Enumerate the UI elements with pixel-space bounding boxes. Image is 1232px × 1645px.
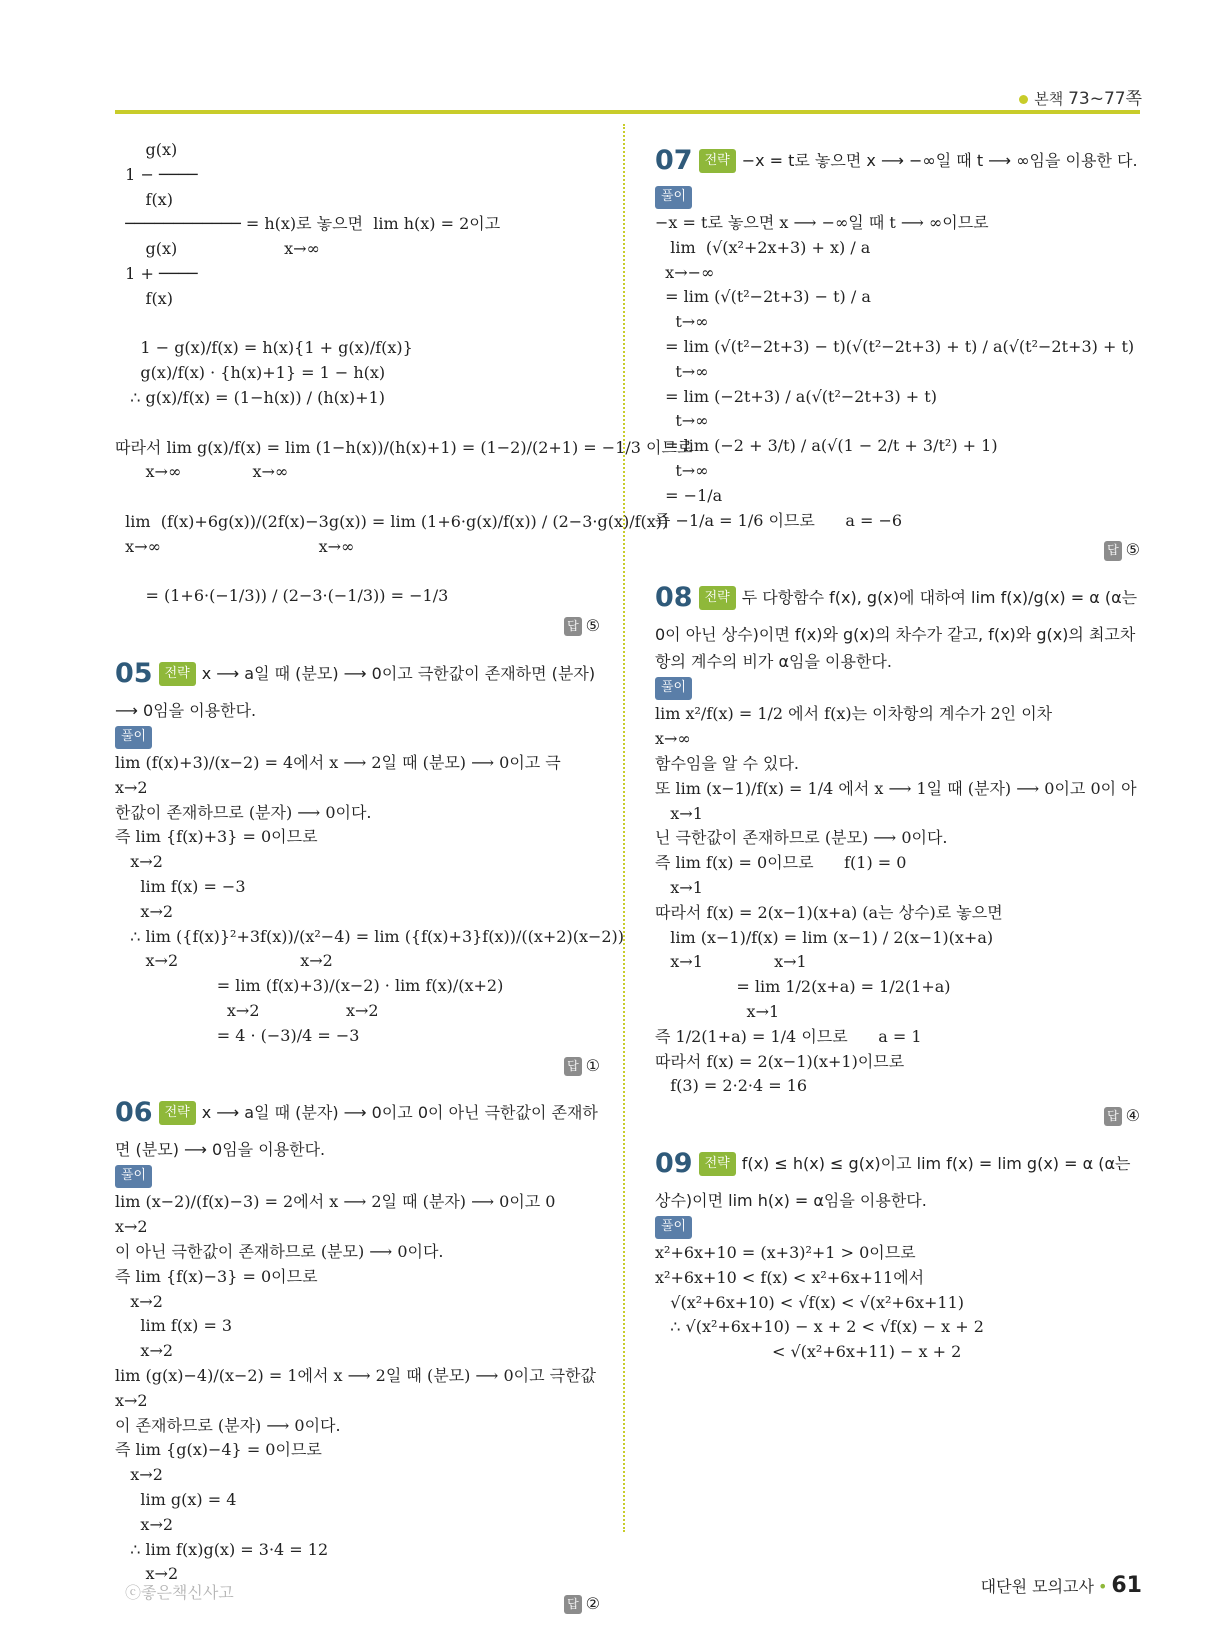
right-column <box>655 138 1140 1365</box>
answer-label: 답 <box>564 617 582 636</box>
strategy-text: x ⟶ a일 때 (분자) ⟶ 0이고 0이 아닌 극한값이 존재하면 (분모) ⟶ 0임을 이용한다. <box>115 1103 598 1160</box>
answer-value: ⑤ <box>585 616 600 636</box>
problem-09-header <box>655 1141 1140 1214</box>
solution-lines: lim (f(x)+3)/(x−2) = 4에서 x ⟶ 2일 때 (분모) ⟶ 0이고 극 x→2 한값이 존재하므로 (분자) ⟶ 0이다. 즉 lim {f(x)+3} = 0이므로 x→2 lim f(x) = −3 x→2 ∴ lim ({f(x)}²+3f(x))/(x²−4) = lim ({f(x)+3}f(x))/((x+2)(x−2)) x→2 x→2 = lim (f(x)+3)/(x−2) · lim f(x)/(x+2) x→2 x→2 = 4 · (−3)/4 = −3 <box>115 753 625 1045</box>
solution-tag: 풀이 <box>655 1216 692 1239</box>
problem-07-answer <box>655 537 1140 563</box>
strategy-tag: 전략 <box>699 586 736 610</box>
solution-lines: lim (x−2)/(f(x)−3) = 2에서 x ⟶ 2일 때 (분자) ⟶ 0이고 0 x→2 이 아닌 극한값이 존재하므로 (분모) ⟶ 0이다. 즉 lim {f(x)−3} = 0이므로 x→2 lim f(x) = 3 x→2 lim (g(x)−4)/(x−2) = 1에서 x ⟶ 2일 때 (분모) ⟶ 0이고 극한값 x→2 이 존재하므로 (분자) ⟶ 0이다. 즉 lim {g(x)−4} = 0이므로 x→2 lim g(x) = 4 x→2 ∴ lim f(x)g(x) = 3·4 = 12 x→2 <box>115 1192 597 1584</box>
intro-answer <box>115 613 600 639</box>
problem-08 <box>655 575 1140 1129</box>
strategy-tag: 전략 <box>699 1152 736 1176</box>
column-divider <box>623 124 625 1532</box>
strategy-tag: 전략 <box>699 149 736 173</box>
answer-value: ① <box>585 1055 600 1075</box>
strategy-text: −x = t로 놓으면 x ⟶ −∞일 때 t ⟶ ∞임을 이용한 다. <box>741 151 1138 170</box>
problem-06-solution <box>115 1163 600 1587</box>
answer-label: 답 <box>564 1595 582 1614</box>
strategy-text: 두 다항함수 f(x), g(x)에 대하여 lim f(x)/g(x) = α (α는 0이 아닌 상수)이면 f(x)와 g(x)의 차수가 같고, f(x)와 g(x)의 최고차항의 계수의 비가 α임을 이용한다. <box>655 588 1138 672</box>
problem-08-header <box>655 575 1140 675</box>
problem-number: 08 <box>655 582 693 614</box>
answer-value: ⑤ <box>1125 540 1140 560</box>
unit-title: 대단원 모의고사 <box>980 1577 1094 1596</box>
bullet-dot-icon <box>1019 95 1028 104</box>
solution-lines: lim x²/f(x) = 1/2 에서 f(x)는 이차항의 계수가 2인 이차 x→∞ 함수임을 알 수 있다. 또 lim (x−1)/f(x) = 1/4 에서 x ⟶ 1일 때 (분자) ⟶ 0이고 0이 아 x→1 닌 극한값이 존재하므로 (분모) ⟶ 0이다. 즉 lim f(x) = 0이므로 f(1) = 0 x→1 따라서 f(x) = 2(x−1)(x+a) (a는 상수)로 놓으면 lim (x−1)/f(x) = lim (x−1) / 2(x−1)(x+a) x→1 x→1 = lim 1/2(x+a) = 1/2(1+a) x→1 즉 1/2(1+a) = 1/4 이므로 a = 1 따라서 f(x) = 2(x−1)(x+1)이므로 f(3) = 2·2·4 = 16 <box>655 704 1137 1096</box>
problem-07-header <box>655 138 1140 184</box>
solution-tag: 풀이 <box>115 1165 152 1188</box>
solution-lines: −x = t로 놓으면 x ⟶ −∞일 때 t ⟶ ∞이므로 lim (√(x²+2x+3) + x) / a x→−∞ = lim (√(t²−2t+3) − t) / a t→∞ = lim (√(t²−2t+3) − t)(√(t²−2t+3) + t) / a(√(t²−2t+3) + t) t→∞ = lim (−2t+3) / a(√(t²−2t+3) + t) t→∞ = lim (−2 + 3/t) / a(√(1 − 2/t + 3/t²) + 1) t→∞ = −1/a 즉 −1/a = 1/6 이므로 a = −6 <box>655 213 1135 530</box>
problem-09-solution <box>655 1214 1140 1365</box>
problem-number: 07 <box>655 145 693 176</box>
page-footer <box>981 1573 1142 1598</box>
problem-number: 05 <box>115 657 153 689</box>
problem-06 <box>115 1090 600 1617</box>
footer-bullet-icon: • <box>1097 1577 1108 1596</box>
problem-number: 06 <box>115 1097 153 1129</box>
problem-08-solution <box>655 675 1140 1099</box>
problem-05-solution <box>115 724 625 1049</box>
problem-number: 09 <box>655 1147 693 1179</box>
book-label: 본책 <box>1034 90 1064 108</box>
answer-value: ② <box>585 1594 600 1614</box>
solution-lines: x²+6x+10 = (x+3)²+1 > 0이므로 x²+6x+10 < f(x) < x²+6x+11에서 √(x²+6x+10) < √f(x) < √(x²+6x+11) ∴ √(x²+6x+10) − x + 2 < √f(x) − x + 2 < √(x²+6x+11) − x + 2 <box>655 1243 984 1362</box>
problem-05-header <box>115 651 600 724</box>
answer-label: 답 <box>564 1057 582 1076</box>
problem-06-header <box>115 1090 600 1163</box>
strategy-tag: 전략 <box>159 662 196 686</box>
page-number: 61 <box>1111 1573 1142 1598</box>
problem-05 <box>115 651 625 1078</box>
problem-05-answer <box>115 1053 600 1079</box>
answer-value: ④ <box>1125 1106 1140 1126</box>
strategy-text: f(x) ≤ h(x) ≤ g(x)이고 lim f(x) = lim g(x) = α (α는 상수)이면 lim h(x) = α임을 이용한다. <box>655 1153 1131 1210</box>
problem-09 <box>655 1141 1140 1365</box>
intro-lines: g(x) 1 − ──── f(x) ──────────── = h(x)로 놓으면 lim h(x) = 2이고 g(x) x→∞ 1 + ──── f(x) 1 − g(x)/f(x) = h(x){1 + g(x)/f(x)} g(x)/f(x) · {h(x)+1} = 1 − h(x) ∴ g(x)/f(x) = (1−h(x)) / (h(x)+1) 따라서 lim g(x)/f(x) = lim (1−h(x))/(h(x)+1) = (1−2)/(2+1) = −1/3 이므로 x→∞ x→∞ lim (f(x)+6g(x))/(2f(x)−3g(x)) = lim (1+6·g(x)/f(x)) / (2−3·g(x)/f(x)) x→∞ x→∞ = (1+6·(−1/3)) / (2−3·(−1/3)) = −1/3 <box>115 140 693 606</box>
solution-tag: 풀이 <box>655 186 692 209</box>
header-rule <box>115 110 1140 114</box>
answer-label: 답 <box>1104 541 1122 560</box>
problem-07 <box>655 138 1140 563</box>
strategy-tag: 전략 <box>159 1101 196 1125</box>
page-range: 73~77쪽 <box>1068 89 1142 109</box>
strategy-text: x ⟶ a일 때 (분모) ⟶ 0이고 극한값이 존재하면 (분자) ⟶ 0임을 이용한다. <box>115 663 596 720</box>
problem-08-answer <box>655 1103 1140 1129</box>
publisher-logo: ⓒ좋은책신사고 <box>125 1583 234 1602</box>
problem-07-solution <box>655 184 1140 534</box>
answer-label: 답 <box>1104 1107 1122 1126</box>
solution-tag: 풀이 <box>115 726 152 749</box>
solution-tag: 풀이 <box>655 677 692 700</box>
book-page-reference <box>1019 84 1142 109</box>
